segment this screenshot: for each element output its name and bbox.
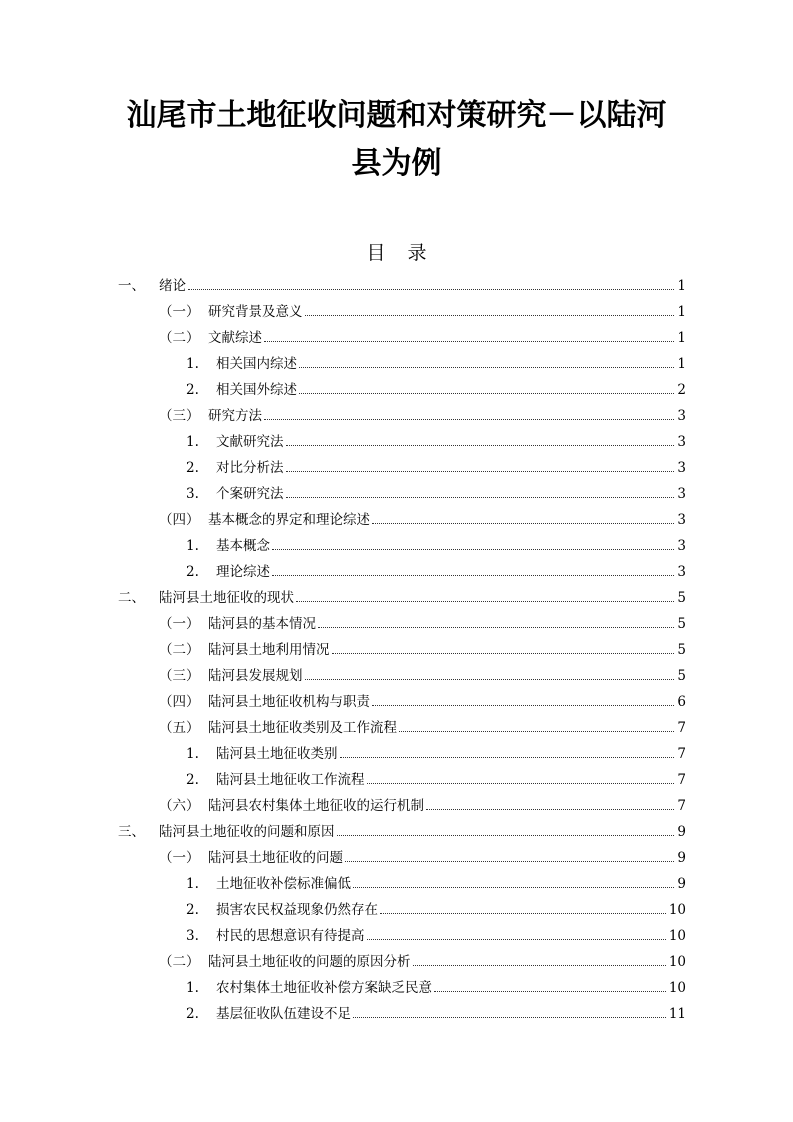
toc-entry[interactable]	[118, 997, 686, 1023]
toc-entry-page-number: 10	[668, 954, 686, 970]
toc-dot-leader	[318, 626, 674, 628]
toc-entry-number: （四）	[159, 512, 200, 528]
toc-entry-label: 陆河县土地征收机构与职责	[208, 694, 370, 710]
toc-entry[interactable]	[118, 269, 686, 295]
toc-entry-number: 1.	[186, 538, 199, 554]
toc-entry-label: 陆河县土地征收工作流程	[216, 772, 365, 788]
toc-dot-leader	[340, 756, 675, 758]
toc-entry-label: 农村集体土地征收补偿方案缺乏民意	[216, 980, 432, 996]
toc-entry-page-number: 11	[668, 1006, 686, 1022]
toc-entry-number: （一）	[159, 304, 200, 320]
toc-entry-label: 研究方法	[208, 408, 262, 424]
toc-entry[interactable]	[118, 945, 686, 971]
toc-entry-label: 相关国外综述	[216, 382, 297, 398]
toc-entry-label: 研究背景及意义	[208, 304, 303, 320]
toc-entry-page-number: 9	[677, 824, 686, 840]
toc-dot-leader	[299, 392, 674, 394]
toc-entry-page-number: 9	[677, 876, 686, 892]
toc-entry-page-number: 6	[677, 694, 686, 710]
toc-entry-label: 陆河县土地利用情况	[208, 642, 330, 658]
toc-dot-leader	[286, 470, 675, 472]
toc-entry-page-number: 3	[677, 434, 686, 450]
toc-entry-page-number: 3	[677, 408, 686, 424]
toc-entry[interactable]	[118, 893, 686, 919]
toc-entry-number: （五）	[159, 720, 200, 736]
toc-dot-leader	[286, 444, 675, 446]
toc-entry-label: 陆河县土地征收类别及工作流程	[208, 720, 397, 736]
toc-entry-label: 理论综述	[216, 564, 270, 580]
toc-dot-leader	[399, 730, 674, 732]
toc-dot-leader	[264, 340, 674, 342]
toc-entry-number: 一、	[118, 278, 145, 294]
toc-entry-number: （六）	[159, 798, 200, 814]
toc-entry-label: 文献综述	[208, 330, 262, 346]
toc-dot-leader	[434, 990, 666, 992]
toc-entry-number: 1.	[186, 876, 199, 892]
toc-dot-leader	[272, 574, 674, 576]
toc-entry-label: 陆河县的基本情况	[208, 616, 316, 632]
toc-entry-number: 3.	[186, 486, 199, 502]
toc-entry-page-number: 5	[677, 668, 686, 684]
toc-entry-number: 2.	[186, 564, 199, 580]
toc-entry-page-number: 1	[677, 330, 686, 346]
toc-entry[interactable]	[118, 659, 686, 685]
toc-dot-leader	[413, 964, 666, 966]
toc-dot-leader	[299, 366, 674, 368]
table-of-contents	[118, 269, 686, 1023]
toc-dot-leader	[380, 912, 666, 914]
toc-entry[interactable]	[118, 477, 686, 503]
toc-entry-number: （二）	[159, 642, 200, 658]
toc-dot-leader	[426, 808, 674, 810]
toc-entry-number: （四）	[159, 694, 200, 710]
toc-entry-page-number: 10	[668, 980, 686, 996]
toc-entry-label: 绪论	[159, 278, 186, 294]
toc-dot-leader	[372, 704, 674, 706]
toc-dot-leader	[305, 314, 675, 316]
toc-entry-number: 2.	[186, 382, 199, 398]
toc-entry-page-number: 7	[677, 798, 686, 814]
toc-entry-number: 二、	[118, 590, 145, 606]
document-title-line-2: 县为例	[351, 146, 442, 181]
toc-entry[interactable]	[118, 555, 686, 581]
toc-entry-page-number: 10	[668, 928, 686, 944]
toc-entry-page-number: 1	[677, 278, 686, 294]
toc-entry[interactable]	[118, 581, 686, 607]
toc-entry-number: 2.	[186, 902, 199, 918]
toc-entry-label: 文献研究法	[216, 434, 284, 450]
toc-entry[interactable]	[118, 321, 686, 347]
toc-entry-page-number: 3	[677, 564, 686, 580]
toc-entry-page-number: 10	[668, 902, 686, 918]
toc-entry-number: （三）	[159, 668, 200, 684]
toc-dot-leader	[188, 288, 674, 290]
toc-entry[interactable]	[118, 529, 686, 555]
toc-entry[interactable]	[118, 971, 686, 997]
toc-entry[interactable]	[118, 841, 686, 867]
toc-entry-page-number: 2	[677, 382, 686, 398]
toc-entry-label: 陆河县土地征收的问题和原因	[159, 824, 335, 840]
toc-entry-page-number: 5	[677, 616, 686, 632]
toc-entry-number: 2.	[186, 772, 199, 788]
toc-entry[interactable]	[118, 789, 686, 815]
toc-entry-label: 基层征收队伍建设不足	[216, 1006, 351, 1022]
toc-dot-leader	[367, 938, 666, 940]
toc-entry[interactable]	[118, 711, 686, 737]
toc-entry-page-number: 3	[677, 460, 686, 476]
toc-entry-page-number: 3	[677, 512, 686, 528]
toc-entry[interactable]	[118, 633, 686, 659]
toc-entry-page-number: 3	[677, 538, 686, 554]
toc-entry-number: 3.	[186, 928, 199, 944]
toc-dot-leader	[332, 652, 675, 654]
toc-entry[interactable]	[118, 607, 686, 633]
toc-dot-leader	[296, 600, 674, 602]
toc-entry-label: 村民的思想意识有待提高	[216, 928, 365, 944]
toc-entry[interactable]	[118, 867, 686, 893]
toc-entry-label: 基本概念	[216, 538, 270, 554]
toc-entry-number: （一）	[159, 850, 200, 866]
toc-entry-number: （二）	[159, 954, 200, 970]
toc-entry-number: 三、	[118, 824, 145, 840]
toc-dot-leader	[367, 782, 675, 784]
toc-entry-label: 陆河县土地征收的问题的原因分析	[208, 954, 411, 970]
toc-dot-leader	[286, 496, 675, 498]
toc-entry-page-number: 7	[677, 720, 686, 736]
document-title-line-1: 汕尾市土地征收问题和对策研究－以陆河	[126, 98, 667, 133]
toc-entry-label: 对比分析法	[216, 460, 284, 476]
toc-entry-label: 土地征收补偿标准偏低	[216, 876, 351, 892]
toc-entry[interactable]	[118, 347, 686, 373]
toc-heading: 目录	[366, 242, 449, 264]
toc-entry-page-number: 5	[677, 642, 686, 658]
toc-dot-leader	[345, 860, 674, 862]
toc-entry[interactable]	[118, 425, 686, 451]
toc-entry-number: 1.	[186, 356, 199, 372]
toc-entry[interactable]	[118, 451, 686, 477]
toc-entry[interactable]	[118, 399, 686, 425]
toc-entry-page-number: 1	[677, 356, 686, 372]
toc-dot-leader	[372, 522, 674, 524]
toc-entry-page-number: 7	[677, 772, 686, 788]
toc-dot-leader	[305, 678, 675, 680]
toc-dot-leader	[264, 418, 674, 420]
toc-entry-number: 2.	[186, 460, 199, 476]
toc-entry-number: 1.	[186, 746, 199, 762]
toc-entry-label: 相关国内综述	[216, 356, 297, 372]
toc-entry-page-number: 5	[677, 590, 686, 606]
toc-entry[interactable]	[118, 503, 686, 529]
toc-entry-page-number: 3	[677, 486, 686, 502]
toc-entry-label: 个案研究法	[216, 486, 284, 502]
toc-entry-label: 陆河县土地征收的现状	[159, 590, 294, 606]
toc-dot-leader	[272, 548, 674, 550]
toc-entry[interactable]	[118, 919, 686, 945]
toc-entry-number: 1.	[186, 980, 199, 996]
toc-entry-number: 1.	[186, 434, 199, 450]
toc-dot-leader	[353, 1016, 666, 1018]
toc-entry-page-number: 7	[677, 746, 686, 762]
toc-entry-label: 陆河县发展规划	[208, 668, 303, 684]
toc-entry-page-number: 9	[677, 850, 686, 866]
toc-entry-label: 基本概念的界定和理论综述	[208, 512, 370, 528]
toc-entry-label: 陆河县土地征收类别	[216, 746, 338, 762]
toc-entry-page-number: 1	[677, 304, 686, 320]
toc-dot-leader	[353, 886, 674, 888]
toc-entry-label: 损害农民权益现象仍然存在	[216, 902, 378, 918]
toc-entry-number: （三）	[159, 408, 200, 424]
toc-dot-leader	[337, 834, 675, 836]
toc-entry[interactable]	[118, 685, 686, 711]
toc-entry[interactable]	[118, 815, 686, 841]
toc-entry-label: 陆河县农村集体土地征收的运行机制	[208, 798, 424, 814]
toc-entry[interactable]	[118, 295, 686, 321]
toc-entry[interactable]	[118, 373, 686, 399]
toc-entry-label: 陆河县土地征收的问题	[208, 850, 343, 866]
toc-entry-number: （二）	[159, 330, 200, 346]
toc-entry[interactable]	[118, 763, 686, 789]
toc-entry-number: （一）	[159, 616, 200, 632]
toc-entry-number: 2.	[186, 1006, 199, 1022]
toc-entry[interactable]	[118, 737, 686, 763]
